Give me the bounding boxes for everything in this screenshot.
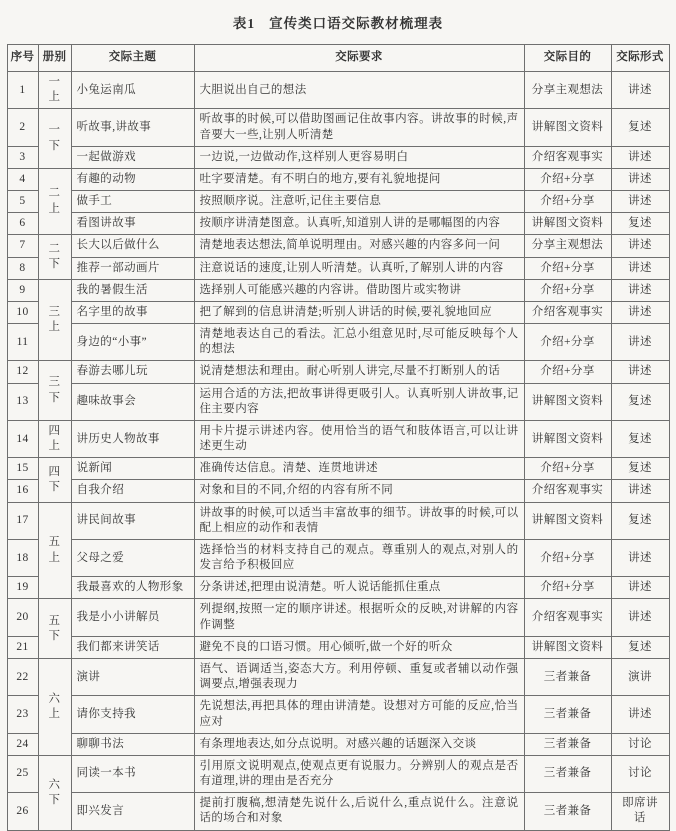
theme-cell: 讲历史人物故事: [71, 420, 194, 457]
purpose-cell: 介绍客观事实: [524, 599, 611, 636]
volume-cell: 二上: [38, 168, 71, 235]
serial-cell: 15: [7, 458, 38, 480]
serial-cell: 24: [7, 733, 38, 755]
volume-cell: 二下: [38, 235, 71, 279]
form-cell: 即席讲话: [611, 793, 669, 830]
requirement-cell: 有条理地表达,如分点说明。对感兴趣的话题深入交谈: [194, 733, 524, 755]
form-cell: 讲述: [611, 257, 669, 279]
theme-cell: 讲民间故事: [71, 502, 194, 539]
requirement-cell: 选择恰当的材料支持自己的观点。尊重别人的观点,对别人的发言给予积极回应: [194, 539, 524, 576]
header-cell-serial: 序号: [7, 45, 38, 72]
theme-cell: 我的暑假生活: [71, 279, 194, 301]
serial-cell: 4: [7, 168, 38, 190]
form-cell: 讲述: [611, 191, 669, 213]
serial-cell: 11: [7, 324, 38, 361]
table-row: [7, 480, 669, 502]
table-row: [7, 257, 669, 279]
serial-cell: 18: [7, 539, 38, 576]
volume-cell: 一下: [38, 109, 71, 169]
table-row: [7, 599, 669, 636]
serial-cell: 19: [7, 577, 38, 599]
requirement-cell: 用卡片提示讲述内容。使用恰当的语气和肢体语言,可以让讲述更生动: [194, 420, 524, 457]
purpose-cell: 讲解图文资料: [524, 109, 611, 146]
form-cell: 讲述: [611, 480, 669, 502]
volume-cell: 五下: [38, 599, 71, 659]
table-row: [7, 146, 669, 168]
table-header-row: [7, 45, 669, 72]
theme-cell: 长大以后做什么: [71, 235, 194, 257]
requirement-cell: 对象和目的不同,介绍的内容有所不同: [194, 480, 524, 502]
form-cell: 讲述: [611, 324, 669, 361]
table-row: [7, 733, 669, 755]
theme-cell: 说新闻: [71, 458, 194, 480]
volume-cell: 六上: [38, 658, 71, 755]
serial-cell: 23: [7, 696, 38, 733]
purpose-cell: 介绍+分享: [524, 324, 611, 361]
form-cell: 复述: [611, 213, 669, 235]
requirement-cell: 准确传达信息。清楚、连贯地讲述: [194, 458, 524, 480]
serial-cell: 26: [7, 793, 38, 830]
theme-cell: 我是小小讲解员: [71, 599, 194, 636]
requirement-cell: 大胆说出自己的想法: [194, 72, 524, 109]
volume-cell: 五上: [38, 502, 71, 599]
serial-cell: 21: [7, 636, 38, 658]
purpose-cell: 介绍+分享: [524, 279, 611, 301]
table-row: [7, 72, 669, 109]
requirement-cell: 注意说话的速度,让别人听清楚。认真听,了解别人讲的内容: [194, 257, 524, 279]
purpose-cell: 介绍+分享: [524, 361, 611, 383]
table-row: [7, 658, 669, 695]
requirement-cell: 语气、语调适当,姿态大方。利用停顿、重复或者辅以动作强调要点,增强表现力: [194, 658, 524, 695]
purpose-cell: 三者兼备: [524, 696, 611, 733]
serial-cell: 6: [7, 213, 38, 235]
table-row: [7, 109, 669, 146]
form-cell: 讲述: [611, 599, 669, 636]
purpose-cell: 三者兼备: [524, 733, 611, 755]
table-row: [7, 383, 669, 420]
table-row: [7, 696, 669, 733]
table-row: [7, 458, 669, 480]
header-cell-purpose: 交际目的: [524, 45, 611, 72]
theme-cell: 演讲: [71, 658, 194, 695]
serial-cell: 10: [7, 301, 38, 323]
requirement-cell: 一边说,一边做动作,这样别人更容易明白: [194, 146, 524, 168]
serial-cell: 22: [7, 658, 38, 695]
volume-cell: 三下: [38, 361, 71, 421]
table-row: [7, 420, 669, 457]
table-caption-text: 宣传类口语交际教材梳理表: [269, 16, 444, 31]
serial-cell: 8: [7, 257, 38, 279]
theme-cell: 父母之爱: [71, 539, 194, 576]
purpose-cell: 介绍+分享: [524, 168, 611, 190]
purpose-cell: 介绍客观事实: [524, 301, 611, 323]
table-row: [7, 361, 669, 383]
table-row: [7, 793, 669, 830]
form-cell: 讲述: [611, 235, 669, 257]
volume-cell: 六下: [38, 755, 71, 830]
requirement-cell: 避免不良的口语习惯。用心倾听,做一个好的听众: [194, 636, 524, 658]
materials-table: [7, 44, 670, 831]
table-row: [7, 539, 669, 576]
form-cell: 复述: [611, 636, 669, 658]
theme-cell: 趣味故事会: [71, 383, 194, 420]
theme-cell: 我最喜欢的人物形象: [71, 577, 194, 599]
purpose-cell: 介绍+分享: [524, 191, 611, 213]
table-row: [7, 636, 669, 658]
volume-cell: 四上: [38, 420, 71, 457]
requirement-cell: 运用合适的方法,把故事讲得更吸引人。认真听别人讲故事,记住主要内容: [194, 383, 524, 420]
serial-cell: 13: [7, 383, 38, 420]
table-row: [7, 755, 669, 792]
requirement-cell: 讲故事的时候,可以适当丰富故事的细节。讲故事的时候,可以配上相应的动作和表情: [194, 502, 524, 539]
requirement-cell: 把了解到的信息讲清楚;听别人讲话的时候,要礼貌地回应: [194, 301, 524, 323]
form-cell: 讲述: [611, 577, 669, 599]
form-cell: 复述: [611, 383, 669, 420]
requirement-cell: 清楚地表达自己的看法。汇总小组意见时,尽可能反映每个人的想法: [194, 324, 524, 361]
requirement-cell: 听故事的时候,可以借助图画记住故事内容。讲故事的时候,声音要大一些,让别人听清楚: [194, 109, 524, 146]
serial-cell: 17: [7, 502, 38, 539]
purpose-cell: 介绍客观事实: [524, 146, 611, 168]
table-body: [7, 72, 669, 831]
table-row: [7, 324, 669, 361]
volume-cell: 四下: [38, 458, 71, 502]
theme-cell: 名字里的故事: [71, 301, 194, 323]
theme-cell: 请你支持我: [71, 696, 194, 733]
purpose-cell: 介绍+分享: [524, 257, 611, 279]
header-cell-volume: 册别: [38, 45, 71, 72]
requirement-cell: 清楚地表达想法,简单说明理由。对感兴趣的内容多问一问: [194, 235, 524, 257]
serial-cell: 2: [7, 109, 38, 146]
serial-cell: 7: [7, 235, 38, 257]
form-cell: 演讲: [611, 658, 669, 695]
form-cell: 讨论: [611, 755, 669, 792]
requirement-cell: 先说想法,再把具体的理由讲清楚。设想对方可能的反应,恰当应对: [194, 696, 524, 733]
theme-cell: 有趣的动物: [71, 168, 194, 190]
serial-cell: 5: [7, 191, 38, 213]
form-cell: 复述: [611, 458, 669, 480]
table-row: [7, 279, 669, 301]
serial-cell: 20: [7, 599, 38, 636]
theme-cell: 看图讲故事: [71, 213, 194, 235]
volume-cell: 一上: [38, 72, 71, 109]
purpose-cell: 分享主观想法: [524, 72, 611, 109]
theme-cell: 一起做游戏: [71, 146, 194, 168]
theme-cell: 听故事,讲故事: [71, 109, 194, 146]
serial-cell: 1: [7, 72, 38, 109]
serial-cell: 14: [7, 420, 38, 457]
theme-cell: 身边的“小事”: [71, 324, 194, 361]
table-row: [7, 168, 669, 190]
requirement-cell: 说清楚想法和理由。耐心听别人讲完,尽量不打断别人的话: [194, 361, 524, 383]
form-cell: 讲述: [611, 279, 669, 301]
form-cell: 复述: [611, 502, 669, 539]
theme-cell: 即兴发言: [71, 793, 194, 830]
purpose-cell: 三者兼备: [524, 658, 611, 695]
table-row: [7, 235, 669, 257]
theme-cell: 我们都来讲笑话: [71, 636, 194, 658]
table-row: [7, 191, 669, 213]
table-row: [7, 502, 669, 539]
serial-cell: 12: [7, 361, 38, 383]
form-cell: 讲述: [611, 696, 669, 733]
theme-cell: 小兔运南瓜: [71, 72, 194, 109]
purpose-cell: 讲解图文资料: [524, 420, 611, 457]
form-cell: 讨论: [611, 733, 669, 755]
table-row: [7, 213, 669, 235]
serial-cell: 3: [7, 146, 38, 168]
requirement-cell: 列提纲,按照一定的顺序讲述。根据听众的反映,对讲解的内容作调整: [194, 599, 524, 636]
table-caption-label: 表1: [232, 16, 256, 31]
purpose-cell: 讲解图文资料: [524, 213, 611, 235]
form-cell: 讲述: [611, 168, 669, 190]
header-cell-theme: 交际主题: [71, 45, 194, 72]
form-cell: 复述: [611, 420, 669, 457]
form-cell: 讲述: [611, 72, 669, 109]
purpose-cell: 讲解图文资料: [524, 502, 611, 539]
requirement-cell: 分条讲述,把理由说清楚。听人说话能抓住重点: [194, 577, 524, 599]
theme-cell: 推荐一部动画片: [71, 257, 194, 279]
table-row: [7, 577, 669, 599]
theme-cell: 聊聊书法: [71, 733, 194, 755]
purpose-cell: 介绍+分享: [524, 539, 611, 576]
table-caption: [0, 12, 676, 32]
form-cell: 讲述: [611, 301, 669, 323]
table-row: [7, 301, 669, 323]
serial-cell: 16: [7, 480, 38, 502]
purpose-cell: 介绍+分享: [524, 458, 611, 480]
theme-cell: 自我介绍: [71, 480, 194, 502]
form-cell: 讲述: [611, 539, 669, 576]
form-cell: 复述: [611, 109, 669, 146]
purpose-cell: 介绍客观事实: [524, 480, 611, 502]
header-cell-requirement: 交际要求: [194, 45, 524, 72]
serial-cell: 25: [7, 755, 38, 792]
form-cell: 讲述: [611, 361, 669, 383]
serial-cell: 9: [7, 279, 38, 301]
requirement-cell: 提前打腹稿,想清楚先说什么,后说什么,重点说什么。注意说话的场合和对象: [194, 793, 524, 830]
theme-cell: 同读一本书: [71, 755, 194, 792]
volume-cell: 三上: [38, 279, 71, 361]
requirement-cell: 引用原文说明观点,使观点更有说服力。分辨别人的观点是否有道理,讲的理由是否充分: [194, 755, 524, 792]
requirement-cell: 吐字要清楚。有不明白的地方,要有礼貌地提问: [194, 168, 524, 190]
header-cell-form: 交际形式: [611, 45, 669, 72]
theme-cell: 做手工: [71, 191, 194, 213]
purpose-cell: 介绍+分享: [524, 577, 611, 599]
requirement-cell: 选择别人可能感兴趣的内容讲。借助图片或实物讲: [194, 279, 524, 301]
purpose-cell: 三者兼备: [524, 755, 611, 792]
theme-cell: 春游去哪儿玩: [71, 361, 194, 383]
purpose-cell: 讲解图文资料: [524, 636, 611, 658]
purpose-cell: 三者兼备: [524, 793, 611, 830]
requirement-cell: 按顺序讲清楚图意。认真听,知道别人讲的是哪幅图的内容: [194, 213, 524, 235]
purpose-cell: 分享主观想法: [524, 235, 611, 257]
form-cell: 讲述: [611, 146, 669, 168]
requirement-cell: 按照顺序说。注意听,记住主要信息: [194, 191, 524, 213]
purpose-cell: 讲解图文资料: [524, 383, 611, 420]
